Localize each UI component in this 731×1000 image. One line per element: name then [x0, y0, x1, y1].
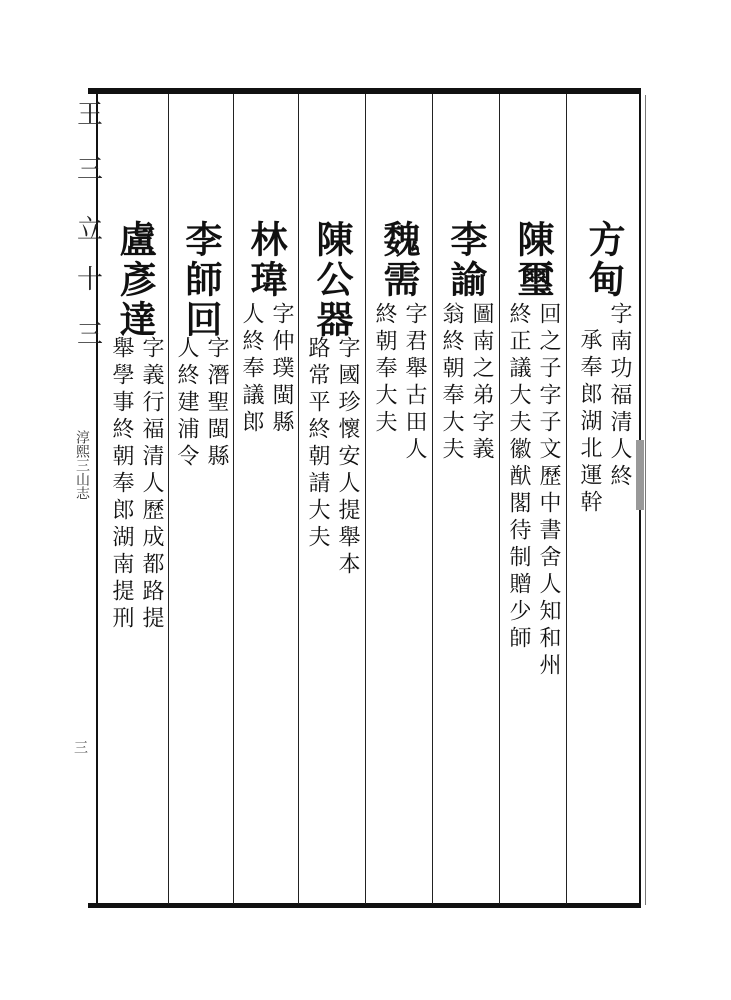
entry-text-line: 翁終朝奉大夫 [439, 302, 464, 464]
entry-text-line: 字君舉古田人 [402, 302, 427, 464]
entry-name: 李諭 [444, 220, 488, 300]
entry-text-line: 人終建浦令 [174, 336, 199, 471]
spine-label: 淳熙三山志 [74, 430, 90, 500]
entry-li-shihui [168, 210, 233, 890]
margin-glyph: 立 [76, 215, 103, 245]
entry-lu-yanda [102, 210, 168, 890]
entry-text-line: 字南功福清人終 [607, 302, 632, 491]
right-edge-rule [645, 95, 650, 905]
entry-text-line: 路常平終朝請大夫 [305, 336, 330, 552]
entry-li-yu [432, 210, 499, 890]
entry-text-line: 字國珍懷安人提舉本 [335, 336, 360, 579]
entry-text-line: 人終奉議郎 [239, 302, 264, 437]
entry-fang-dian [566, 210, 638, 890]
entry-name: 盧彥達 [113, 220, 157, 340]
margin-glyph: 三 [76, 320, 103, 350]
entry-text-line: 回之子字子文歷中書舍人知和州 [536, 302, 561, 680]
entry-text-line: 字潛聖閩縣 [204, 336, 229, 471]
entry-text-line: 舉學事終朝奉郎湖南提刑 [109, 336, 134, 633]
entry-text-line: 終朝奉大夫 [372, 302, 397, 437]
entry-lin-wei [233, 210, 298, 890]
entry-name: 方甸 [582, 220, 626, 300]
entry-text-line: 圖南之弟字義 [469, 302, 494, 464]
entry-text-line: 終正議大夫徽猷閣待制贈少師 [506, 302, 531, 653]
entry-name: 魏需 [377, 220, 421, 300]
entry-name: 李師回 [179, 220, 223, 340]
entry-text-line: 字仲璞閩縣 [269, 302, 294, 437]
entry-wei-xu [365, 210, 432, 890]
margin-glyph: 十 [76, 265, 103, 295]
entry-name: 陳公器 [310, 220, 354, 340]
entry-name: 陳璽 [511, 220, 555, 300]
entry-chen-gongqi [298, 210, 365, 890]
spine-page-number: 三 [72, 740, 88, 754]
entry-name: 林瑋 [244, 220, 288, 300]
margin-glyph: 王 [76, 100, 103, 130]
entry-text-line: 字義行福清人歷成都路提 [139, 336, 164, 633]
margin-glyph: 三 [76, 155, 103, 185]
entry-text-line: 承奉郎湖北運幹 [577, 328, 602, 517]
entry-chen-xi [499, 210, 566, 890]
